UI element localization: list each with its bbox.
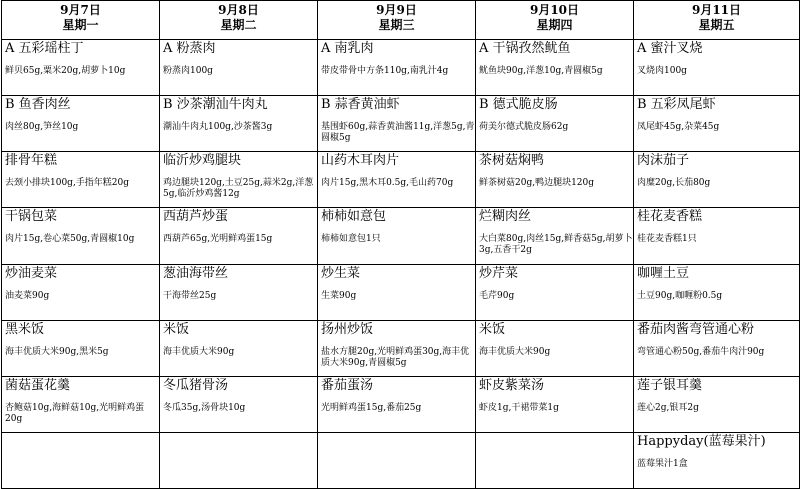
- day-date: 9月10日: [529, 3, 580, 17]
- dish-ingredients: 肉片15g,卷心菜50g,青圆椒10g: [5, 234, 135, 244]
- menu-cell: [318, 40, 476, 96]
- menu-row: [2, 208, 800, 265]
- dish-name: 干锅包菜: [5, 209, 58, 224]
- menu-cell: [160, 377, 318, 433]
- menu-cell: [476, 40, 634, 96]
- dish-ingredients: 凤尾虾45g,杂菜45g: [637, 122, 720, 132]
- menu-cell: [634, 377, 800, 433]
- dish-name: 排骨年糕: [5, 153, 58, 168]
- dish-name: B 德式脆皮肠: [479, 97, 558, 112]
- menu-cell: [2, 208, 160, 265]
- dish-name: A 南乳肉: [321, 41, 374, 56]
- dish-ingredients: 盐水方腿20g,光明鲜鸡蛋30g,海丰优质大米90g,青圆椒5g: [321, 347, 470, 368]
- header-row: [2, 1, 800, 40]
- dish-name: 葱油海带丝: [163, 266, 229, 281]
- menu-row: [2, 377, 800, 433]
- dish-name: 烂糊肉丝: [479, 209, 532, 224]
- menu-cell: [634, 321, 800, 377]
- dish-ingredients: 蓝莓果汁1盒: [637, 459, 688, 469]
- dish-ingredients: 土豆90g,咖喱粉0.5g: [637, 291, 723, 301]
- menu-cell: [160, 321, 318, 377]
- menu-cell: [634, 96, 800, 152]
- dish-name: A 粉蒸肉: [163, 41, 216, 56]
- dish-ingredients: 潮汕牛肉丸100g,沙茶酱3g: [163, 122, 273, 132]
- dish-name: 茶树菇焖鸭: [479, 153, 545, 168]
- dish-ingredients: 莲心2g,银耳2g: [637, 403, 699, 413]
- day-header: [634, 1, 800, 40]
- menu-row: [2, 321, 800, 377]
- dish-name: B 五彩凤尾虾: [637, 97, 716, 112]
- dish-ingredients: 叉烧肉100g: [637, 66, 687, 76]
- menu-row: [2, 40, 800, 96]
- dish-name: A 五彩瑶柱丁: [5, 41, 84, 56]
- menu-cell: [2, 96, 160, 152]
- dish-ingredients: 大白菜80g,肉丝15g,鲜香菇5g,胡萝卜3g,五香干2g: [479, 234, 633, 255]
- dish-ingredients: 海丰优质大米90g,黑米5g: [5, 347, 109, 357]
- day-date: 9月8日: [218, 3, 259, 17]
- menu-cell: [160, 265, 318, 321]
- menu-cell: [476, 152, 634, 208]
- menu-cell: [476, 208, 634, 265]
- dish-ingredients: 干海带丝25g: [163, 291, 217, 301]
- dish-ingredients: 鱿鱼块90g,洋葱10g,青圆椒5g: [479, 66, 603, 76]
- menu-row: [2, 96, 800, 152]
- menu-cell: [2, 265, 160, 321]
- day-header: [160, 1, 318, 40]
- menu-cell: [318, 377, 476, 433]
- dish-name: 桂花麦香糕: [637, 209, 703, 224]
- dish-ingredients: 光明鲜鸡蛋15g,番茄25g: [321, 403, 422, 413]
- day-date: 9月11日: [691, 3, 742, 17]
- dish-ingredients: 柿柿如意包1只: [321, 234, 381, 244]
- menu-cell: [2, 40, 160, 96]
- dish-name: 炒生菜: [321, 266, 361, 281]
- dish-ingredients: 鲜茶树菇20g,鸭边腿块120g: [479, 178, 595, 188]
- menu-cell: [2, 377, 160, 433]
- menu-cell: [160, 40, 318, 96]
- dish-name: 西葫芦炒蛋: [163, 209, 229, 224]
- menu-cell: [318, 265, 476, 321]
- dish-name: 米饭: [163, 322, 190, 337]
- menu-cell: [318, 321, 476, 377]
- day-weekday: 星期一: [62, 18, 99, 32]
- menu-cell: [634, 40, 800, 96]
- dish-name: A 蜜汁叉烧: [637, 41, 703, 56]
- dish-name: 肉沫茄子: [637, 153, 690, 168]
- menu-cell: [476, 433, 634, 489]
- menu-cell: [318, 152, 476, 208]
- dish-ingredients: 冬瓜35g,汤骨块10g: [163, 403, 246, 413]
- menu-cell: [318, 433, 476, 489]
- dish-name: B 沙茶潮汕牛肉丸: [163, 97, 268, 112]
- day-header: [2, 1, 160, 40]
- dish-ingredients: 荷美尔德式脆皮肠62g: [479, 122, 569, 132]
- dish-name: 菌菇蛋花羹: [5, 378, 71, 393]
- dish-name: 黑米饭: [5, 322, 45, 337]
- day-weekday: 星期二: [220, 18, 257, 32]
- day-header: [318, 1, 476, 40]
- menu-cell: [160, 208, 318, 265]
- menu-cell: [2, 433, 160, 489]
- dish-name: 番茄肉酱弯管通心粉: [637, 322, 755, 337]
- dish-ingredients: 弯管通心粉50g,番茄牛肉汁90g: [637, 347, 765, 357]
- menu-cell: [2, 152, 160, 208]
- dish-name: 扬州炒饭: [321, 322, 374, 337]
- dish-name: 柿柿如意包: [321, 209, 387, 224]
- menu-cell: [476, 265, 634, 321]
- menu-cell: [318, 208, 476, 265]
- dish-name: 咖喱土豆: [637, 266, 690, 281]
- dish-ingredients: 虾皮1g,干裙带菜1g: [479, 403, 559, 413]
- dish-name: 临沂炒鸡腿块: [163, 153, 242, 168]
- dish-ingredients: 鲜贝65g,粟米20g,胡萝卜10g: [5, 66, 126, 76]
- dish-ingredients: 生菜90g: [321, 291, 357, 301]
- menu-cell: [634, 433, 800, 489]
- dish-ingredients: 海丰优质大米90g: [163, 347, 235, 357]
- dish-name: 米饭: [479, 322, 506, 337]
- dish-ingredients: 鸡边腿块120g,土豆25g,蒜米2g,洋葱5g,临沂炒鸡酱12g: [163, 178, 314, 199]
- menu-cell: [160, 152, 318, 208]
- dish-ingredients: 桂花麦香糕1只: [637, 234, 697, 244]
- dish-ingredients: 肉片15g,黑木耳0.5g,毛山药70g: [321, 178, 454, 188]
- dish-name: 冬瓜猪骨汤: [163, 378, 229, 393]
- menu-cell: [476, 321, 634, 377]
- dish-ingredients: 肉糜20g,长茄80g: [637, 178, 711, 188]
- dish-name: A 干锅孜然鱿鱼: [479, 41, 571, 56]
- day-date: 9月9日: [376, 3, 417, 17]
- dish-name: B 鱼香肉丝: [5, 97, 71, 112]
- dish-name: 炒芹菜: [479, 266, 519, 281]
- dish-ingredients: 西葫芦65g,光明鲜鸡蛋15g: [163, 234, 273, 244]
- dish-ingredients: 带皮带骨中方条110g,南乳汁4g: [321, 66, 449, 76]
- dish-ingredients: 肉丝80g,笋丝10g: [5, 122, 79, 132]
- dish-name: B 蒜香黄油虾: [321, 97, 400, 112]
- day-weekday: 星期四: [536, 18, 573, 32]
- menu-cell: [634, 208, 800, 265]
- day-date: 9月7日: [60, 3, 101, 17]
- menu-cell: [160, 433, 318, 489]
- dish-ingredients: 毛芹90g: [479, 291, 515, 301]
- menu-cell: [160, 96, 318, 152]
- dish-name: 莲子银耳羹: [637, 378, 703, 393]
- weekly-menu-table: [1, 0, 800, 489]
- dish-ingredients: 粉蒸肉100g: [163, 66, 213, 76]
- day-weekday: 星期三: [378, 18, 415, 32]
- dish-ingredients: 基围虾60g,蒜香黄油酱11g,洋葱5g,青圆椒5g: [321, 122, 475, 143]
- menu-cell: [476, 96, 634, 152]
- dish-ingredients: 海丰优质大米90g: [479, 347, 551, 357]
- dish-name: 炒油麦菜: [5, 266, 58, 281]
- dish-name: Happyday(蓝莓果汁): [637, 434, 766, 449]
- menu-row: [2, 265, 800, 321]
- menu-cell: [634, 152, 800, 208]
- dish-name: 山药木耳肉片: [321, 153, 400, 168]
- dish-ingredients: 杏鲍菇10g,海鲜菇10g,光明鲜鸡蛋20g: [5, 403, 145, 424]
- menu-cell: [2, 321, 160, 377]
- dish-ingredients: 油麦菜90g: [5, 291, 50, 301]
- menu-cell: [634, 265, 800, 321]
- menu-row: [2, 152, 800, 208]
- menu-cell: [318, 96, 476, 152]
- day-weekday: 星期五: [698, 18, 735, 32]
- dish-ingredients: 去颈小排块100g,手指年糕20g: [5, 178, 130, 188]
- dish-name: 虾皮紫菜汤: [479, 378, 545, 393]
- menu-cell: [476, 377, 634, 433]
- menu-row: [2, 433, 800, 489]
- day-header: [476, 1, 634, 40]
- dish-name: 番茄蛋汤: [321, 378, 374, 393]
